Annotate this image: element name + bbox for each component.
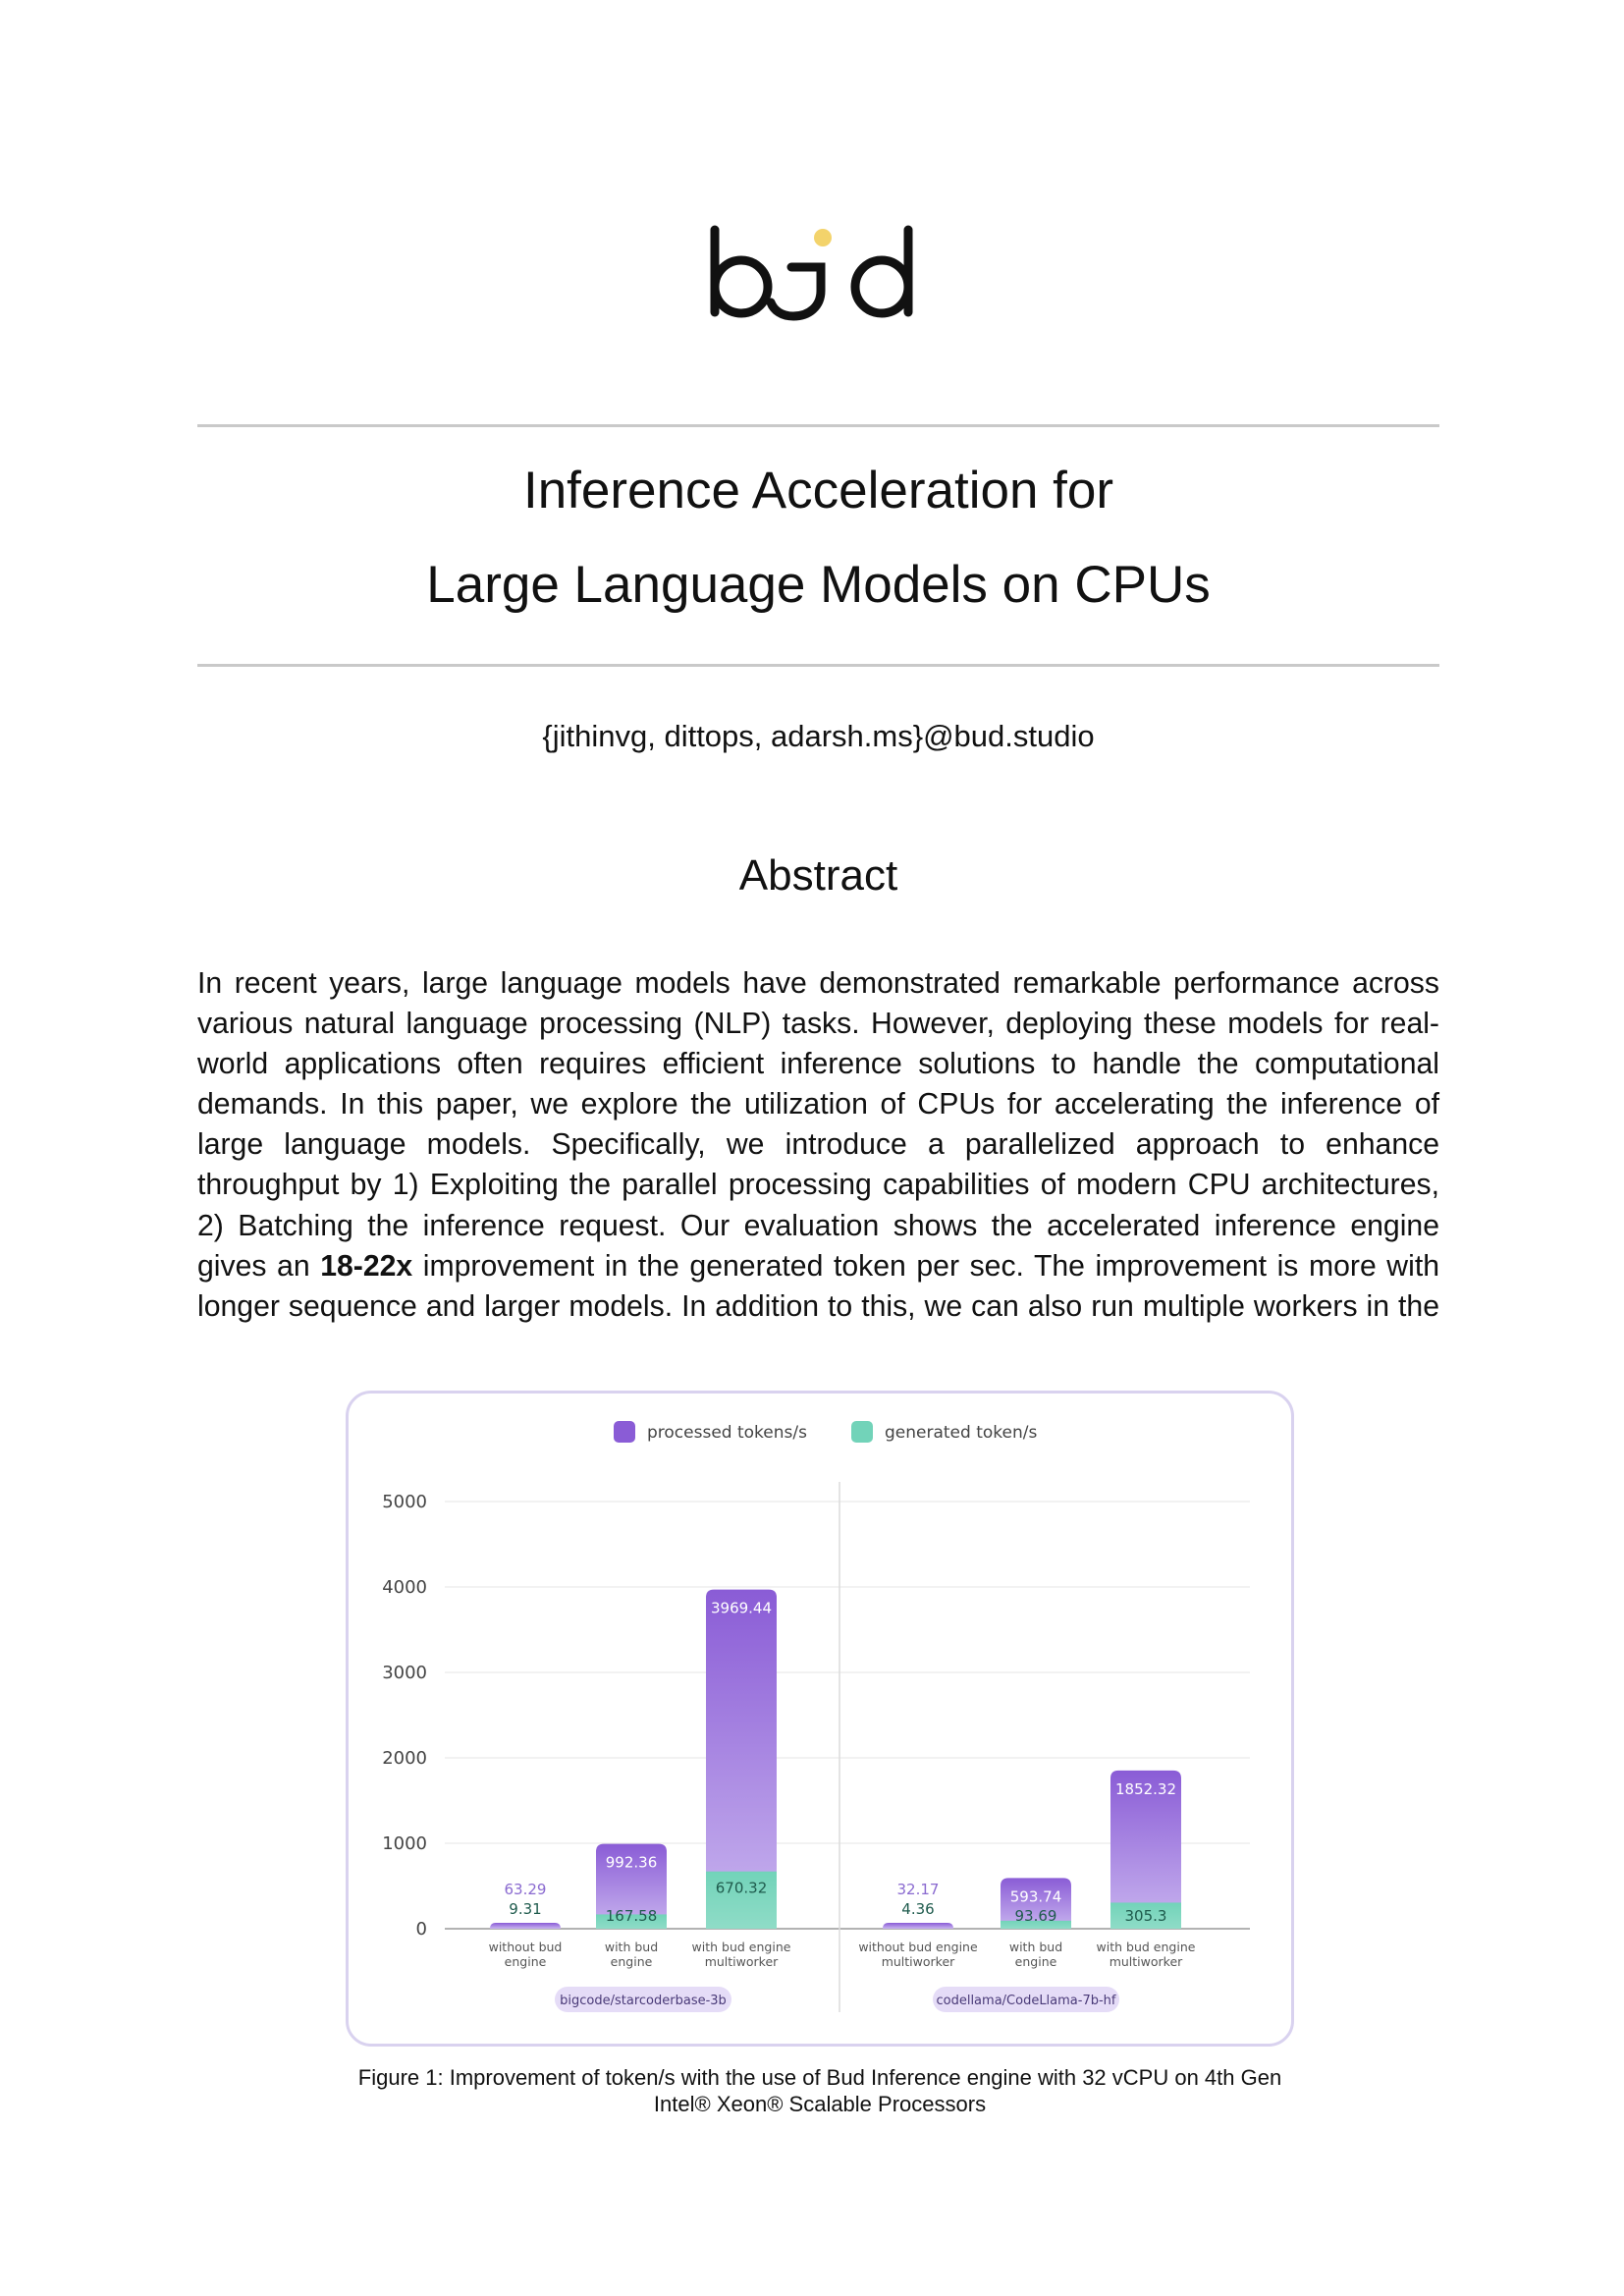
figure-1-panel [346,1391,1294,2047]
legend-swatch-1 [614,1421,635,1443]
category-label-g2-c2-line2: engine [1014,1954,1057,1969]
y-tick-5000: 5000 [382,1492,427,1512]
y-tick-3000: 3000 [382,1663,427,1683]
category-label-g2-c1-line2: multiworker [881,1954,955,1969]
bud-logo [697,216,933,324]
y-tick-4000: 4000 [382,1577,427,1598]
title-line-1: Inference Acceleration for [522,462,1113,519]
label-processed-g1-c2: 992.36 [605,1853,658,1872]
abstract-text [197,963,1439,1327]
label-generated-g2-c3: 305.3 [1124,1907,1167,1925]
category-label-g1-c3-line2: multiworker [704,1954,779,1969]
legend-swatch-2 [851,1421,873,1443]
category-label-g2-c3-line1: with bud engine [1096,1940,1196,1954]
bar-processed-g2-c1 [883,1923,953,1929]
abstract-highlight: 18-22x [320,1249,413,1283]
label-processed-g1-c3: 3969.44 [710,1599,773,1617]
category-label-g1-c2-line1: with bud [604,1940,659,1954]
category-label-g2-c1-line1: without bud engine [858,1940,978,1954]
top-rule [197,424,1439,427]
paper-title [197,444,1439,632]
caption-line-1: Figure 1: Improvement of token/s with the use of Bud Inference engine with 32 vCPU on 4th Gen [357,2065,1282,2090]
abstract-heading: Abstract [738,851,898,900]
author-emails: {jithinvg, dittops, adarsh.ms}@bud.studio [542,719,1095,753]
label-generated-g1-c1: 9.31 [509,1900,542,1918]
label-generated-g1-c3: 670.32 [715,1879,768,1897]
label-processed-g2-c2: 593.74 [1009,1887,1062,1906]
legend-label-1: processed tokens/s [647,1423,807,1443]
category-label-g2-c2-line1: with bud [1008,1940,1063,1954]
group-label-1: bigcode/starcoderbase-3b [560,1994,727,2008]
token-throughput-chart [349,1394,1291,2044]
caption-line-2: Intel® Xeon® Scalable Processors [653,2092,987,2116]
category-label-g1-c2-line2: engine [610,1954,653,1969]
y-tick-1000: 1000 [382,1833,427,1854]
label-generated-g2-c2: 93.69 [1014,1907,1057,1925]
category-label-g2-c3-line2: multiworker [1109,1954,1183,1969]
title-line-2: Large Language Models on CPUs [426,556,1211,614]
abstract-text-part-2: improvement in the generated token per sec. The improvement is more with longer sequence and larger models. In addition to this, we can also run multiple workers in the [197,1249,1439,1323]
figure-caption [295,2064,1345,2117]
label-generated-g1-c2: 167.58 [605,1907,658,1925]
y-tick-2000: 2000 [382,1748,427,1769]
category-label-g1-c1-line2: engine [504,1954,547,1969]
abstract-text-part-1: In recent years, large language models have demonstrated remarkable performance across various natural language processing (NLP) tasks. However, deploying these models for real-world applications often requires efficient inference solutions to handle the computational demands. In this paper, we explore the utilization of CPUs for accelerating the inference of large language models. Specifically, we introduce a parallelized approach to enhance throughput by 1) Exploiting the parallel processing capabilities of modern CPU architectures, 2) Batching the inference request. Our evaluation shows the accelerated inference engine gives an [197,967,1439,1283]
label-processed-g1-c1: 63.29 [504,1881,547,1898]
bottom-rule [197,664,1439,667]
y-tick-0: 0 [415,1919,427,1940]
bar-processed-g1-c1 [490,1923,561,1929]
label-processed-g2-c3: 1852.32 [1114,1779,1177,1798]
legend-label-2: generated token/s [885,1423,1038,1443]
logo-dot [814,229,832,246]
label-processed-g2-c1: 32.17 [896,1881,940,1898]
category-label-g1-c3-line1: with bud engine [691,1940,791,1954]
label-generated-g2-c1: 4.36 [901,1900,935,1918]
category-label-g1-c1-line1: without bud [488,1940,563,1954]
group-label-2: codellama/CodeLlama-7b-hf [936,1994,1116,2008]
